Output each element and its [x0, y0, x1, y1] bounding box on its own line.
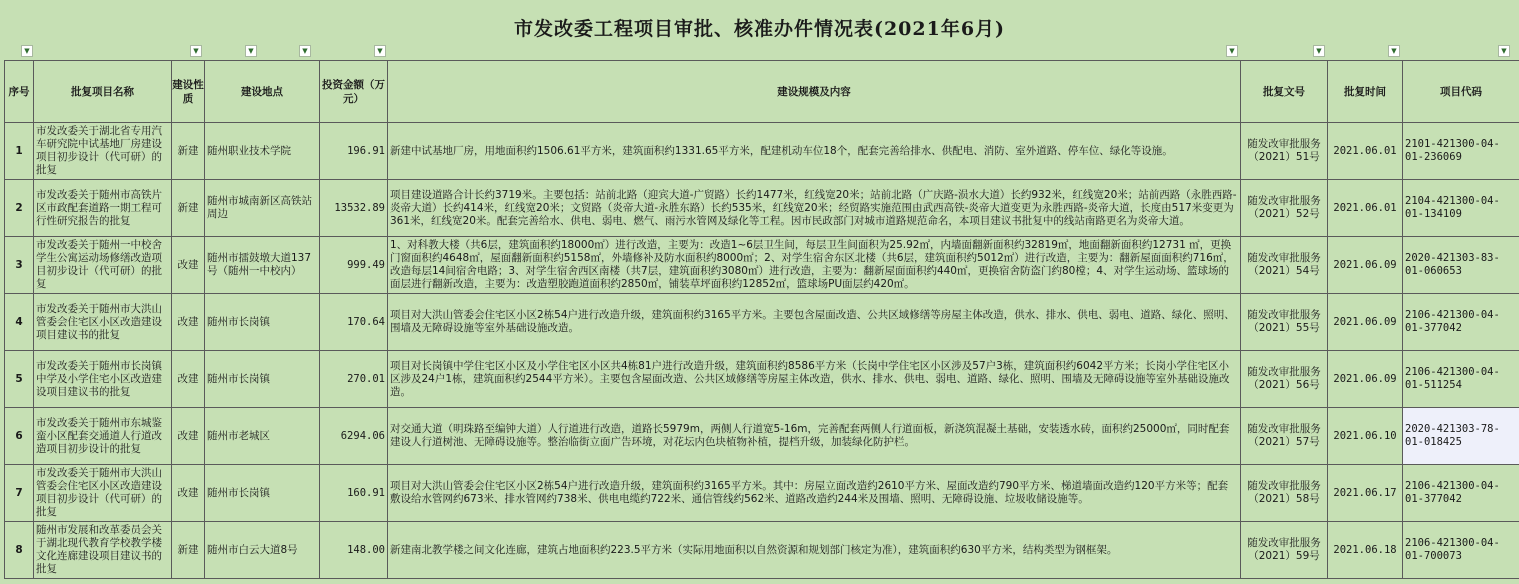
cell-nature-text: 改建 — [177, 258, 199, 271]
header-row — [5, 61, 1519, 123]
cell-amount-text: 6294.06 — [340, 429, 385, 442]
cell-project-name[interactable] — [34, 465, 172, 522]
cell-doc-number-text: 随发改审批服务（2021）54号 — [1247, 252, 1321, 277]
cell-doc-number[interactable] — [1241, 180, 1328, 237]
sheet-title: 市发改委工程项目审批、核准办件情况表(2021年6月) — [513, 17, 1006, 40]
cell-date[interactable] — [1328, 180, 1403, 237]
cell-amount-text: 160.91 — [347, 486, 385, 499]
cell-project-code-text: 2104-421300-04-01-134109 — [1405, 195, 1500, 220]
cell-scope[interactable] — [388, 408, 1241, 465]
cell-project-code-text: 2106-421300-04-01-700073 — [1405, 537, 1500, 562]
cell-nature[interactable] — [172, 123, 205, 180]
cell-no-text: 6 — [15, 429, 23, 442]
cell-no[interactable] — [5, 180, 34, 237]
cell-no[interactable] — [5, 123, 34, 180]
cell-doc-number-text: 随发改审批服务（2021）56号 — [1247, 366, 1321, 391]
cell-location[interactable] — [205, 237, 320, 294]
cell-amount-text: 999.49 — [347, 258, 385, 271]
cell-date[interactable] — [1328, 237, 1403, 294]
cell-scope[interactable] — [388, 351, 1241, 408]
cell-scope-text: 项目建设道路合计长约3719米。主要包括：站前北路（迎宾大道-广贸路）长约1477米，红线宽20米；站前北路（广庆路-涢水大道）长约932米，红线宽20米；站前西路（永胜西路-炎帝大道）长约414米，红线宽20米；文贸路（炎帝大道-永胜东路）长约535米，红线宽20米；经贸路实施范围由武西高铁-炎帝大道变更为永胜西路-炎帝大道，长度由517米变更为361米，红线宽20米。配套完善给水、供电、弱电、燃气、雨污水管网及绿化等工程。因市民政部门对城市道路规范命名，本项目建议书批复中的线站南路更名为炎帝大道。 — [390, 188, 1237, 227]
cell-project-name[interactable] — [34, 351, 172, 408]
cell-scope-text: 1、对科教大楼（共6层，建筑面积约18000㎡）进行改造，主要为：改造1~6层卫生间，每层卫生间面积为25.92㎡，内墙面翻新面积约32819㎡，地面翻新面积约12731 ㎡，更换门窗面积约4648㎡，屋面翻新面积约5158㎡，外墙修补及防水面积约8000㎡；2、对学生宿舍东区北楼（共6层，建筑面积约5012㎡）进行改造，主要为：翻新屋面面积约716㎡，改造每层14间宿舍电路；3、对学生宿舍西区南楼（共7层，建筑面积约3080㎡）进行改造，主要为：翻新屋面面积约440㎡，更换宿舍防盗门约80樘；4、对学生运动场、篮球场的面层进行翻新改造，主要为：改造塑胶跑道面积约2850㎡，铺装草坪面积约12852㎡，篮球场PU面层约420㎡。 — [390, 239, 1234, 290]
cell-amount[interactable] — [320, 123, 388, 180]
cell-project-name-text: 市发改委关于随州市大洪山管委会住宅区小区改造建设项目初步设计（代可研）的批复 — [36, 467, 162, 518]
filter-dropdown-icon[interactable]: ▼ — [374, 45, 386, 57]
cell-location[interactable] — [205, 465, 320, 522]
cell-amount[interactable] — [320, 522, 388, 579]
cell-project-name[interactable] — [34, 522, 172, 579]
cell-doc-number[interactable] — [1241, 294, 1328, 351]
cell-doc-number-text: 随发改审批服务（2021）58号 — [1247, 480, 1321, 505]
header-nature[interactable]: 建设性质 — [172, 61, 205, 123]
cell-no-text: 8 — [15, 543, 23, 556]
cell-location[interactable] — [205, 522, 320, 579]
cell-project-name[interactable] — [34, 123, 172, 180]
cell-location[interactable] — [205, 294, 320, 351]
cell-amount[interactable] — [320, 180, 388, 237]
cell-amount-text: 148.00 — [347, 543, 385, 556]
cell-project-code[interactable] — [1403, 180, 1519, 237]
cell-project-code[interactable] — [1403, 522, 1519, 579]
cell-project-name-text: 随州市发展和改革委员会关于湖北现代教育学校教学楼文化连廊建设项目建议书的批复 — [36, 524, 162, 575]
cell-amount[interactable] — [320, 294, 388, 351]
cell-scope[interactable] — [388, 180, 1241, 237]
cell-project-code-text: 2106-421300-04-01-377042 — [1405, 480, 1500, 505]
cell-location-text: 随州市长岗镇 — [207, 486, 270, 499]
cell-nature-text: 改建 — [177, 429, 199, 442]
cell-project-name[interactable] — [34, 408, 172, 465]
cell-project-code[interactable] — [1403, 465, 1519, 522]
autofilter-row — [0, 44, 1519, 60]
cell-amount-text: 196.91 — [347, 144, 385, 157]
cell-nature[interactable] — [172, 351, 205, 408]
cell-no-text: 2 — [15, 201, 23, 214]
cell-project-code-text: 2106-421300-04-01-377042 — [1405, 309, 1500, 334]
cell-no[interactable] — [5, 351, 34, 408]
cell-scope[interactable] — [388, 294, 1241, 351]
cell-nature-text: 新建 — [177, 144, 199, 157]
header-amount[interactable]: 投资金额（万元） — [320, 61, 388, 123]
cell-location[interactable] — [205, 408, 320, 465]
cell-nature[interactable] — [172, 294, 205, 351]
cell-scope[interactable] — [388, 237, 1241, 294]
filter-dropdown-icon[interactable]: ▼ — [1226, 45, 1238, 57]
cell-amount-text: 13532.89 — [334, 201, 385, 214]
cell-project-name-text: 市发改委关于随州市高铁片区市政配套道路一期工程可行性研究报告的批复 — [36, 188, 162, 227]
cell-location-text: 随州市老城区 — [207, 429, 270, 442]
cell-scope-text: 项目对长岗镇中学住宅区小区及小学住宅区小区共4栋81户进行改造升级，建筑面积约8586平方米（长岗中学住宅区小区涉及57户3栋，建筑面积约6042平方米；长岗小学住宅区小区涉及24户1栋，建筑面积约2544平方米）。主要包含屋面改造、公共区域修缮等房屋主体改造，供水、排水、供电、弱电、道路、绿化、照明、围墙及无障碍设施等室外基础设施改造。 — [390, 359, 1230, 398]
cell-date-text: 2021.06.09 — [1333, 372, 1397, 385]
cell-project-code[interactable] — [1403, 294, 1519, 351]
cell-project-code[interactable] — [1403, 123, 1519, 180]
cell-project-name[interactable] — [34, 237, 172, 294]
table-row — [5, 522, 1519, 579]
filter-dropdown-icon[interactable]: ▼ — [299, 45, 311, 57]
cell-date[interactable] — [1328, 123, 1403, 180]
filter-dropdown-icon[interactable]: ▼ — [1313, 45, 1325, 57]
header-code[interactable]: 项目代码 — [1403, 61, 1519, 123]
cell-project-code[interactable] — [1403, 351, 1519, 408]
cell-doc-number[interactable] — [1241, 123, 1328, 180]
cell-doc-number[interactable] — [1241, 522, 1328, 579]
cell-amount[interactable] — [320, 408, 388, 465]
cell-scope[interactable] — [388, 522, 1241, 579]
cell-no-text: 1 — [15, 144, 23, 157]
cell-date-text: 2021.06.01 — [1333, 201, 1397, 214]
cell-no-text: 5 — [15, 372, 23, 385]
cell-date[interactable] — [1328, 408, 1403, 465]
cell-date-text: 2021.06.17 — [1333, 486, 1397, 499]
cell-date[interactable] — [1328, 522, 1403, 579]
header-date[interactable]: 批复时间 — [1328, 61, 1403, 123]
cell-scope[interactable] — [388, 465, 1241, 522]
approval-table — [4, 60, 1519, 579]
table-row — [5, 294, 1519, 351]
table-row — [5, 237, 1519, 294]
cell-date[interactable] — [1328, 465, 1403, 522]
header-name[interactable]: 批复项目名称 — [34, 61, 172, 123]
cell-doc-number[interactable] — [1241, 351, 1328, 408]
cell-project-name-text: 市发改委关于随州市大洪山管委会住宅区小区改造建设项目建议书的批复 — [36, 302, 162, 341]
cell-scope-text: 新建南北教学楼之间文化连廊，建筑占地面积约223.5平方米（实际用地面积以自然资源和规划部门核定为准），建筑面积约630平方米，结构类型为钢框架。 — [390, 543, 1118, 556]
cell-doc-number-text: 随发改审批服务（2021）51号 — [1247, 138, 1321, 163]
cell-scope-text: 项目对大洪山管委会住宅区小区2栋54户进行改造升级，建筑面积约3165平方米。其中：房屋立面改造约2610平方米、屋面改造约790平方米、梯道墙面改造约120平方米等；配套敷设给水管网约673米、排水管网约738米、供电电缆约722米、通信管线约562米、道路改造约244米及围墙、照明、无障碍设施、垃圾收储设施等。 — [390, 480, 1229, 505]
cell-nature-text: 新建 — [177, 543, 199, 556]
cell-location-text: 随州市长岗镇 — [207, 315, 270, 328]
cell-no-text: 4 — [15, 315, 23, 328]
header-doc[interactable]: 批复文号 — [1241, 61, 1328, 123]
cell-location-text: 随州市长岗镇 — [207, 372, 270, 385]
cell-project-name[interactable] — [34, 180, 172, 237]
cell-location[interactable] — [205, 123, 320, 180]
cell-date-text: 2021.06.09 — [1333, 315, 1397, 328]
cell-amount[interactable] — [320, 237, 388, 294]
cell-project-code-text: 2020-421303-83-01-060653 — [1405, 252, 1500, 277]
cell-doc-number-text: 随发改审批服务（2021）55号 — [1247, 309, 1321, 334]
cell-amount[interactable] — [320, 351, 388, 408]
header-no[interactable]: 序号 — [5, 61, 34, 123]
cell-nature-text: 改建 — [177, 486, 199, 499]
cell-project-code-text: 2020-421303-78-01-018425 — [1405, 423, 1500, 448]
cell-project-name-text: 市发改委关于湖北省专用汽车研究院中试基地厂房建设项目初步设计（代可研）的批复 — [36, 125, 162, 176]
cell-location[interactable] — [205, 351, 320, 408]
cell-location-text: 随州市城南新区高铁站周边 — [207, 195, 312, 220]
header-location[interactable]: 建设地点 — [205, 61, 320, 123]
cell-nature[interactable] — [172, 237, 205, 294]
cell-nature[interactable] — [172, 465, 205, 522]
cell-date-text: 2021.06.18 — [1333, 543, 1397, 556]
cell-project-name[interactable] — [34, 294, 172, 351]
cell-nature-text: 改建 — [177, 372, 199, 385]
cell-date-text: 2021.06.01 — [1333, 144, 1397, 157]
cell-doc-number[interactable] — [1241, 237, 1328, 294]
filter-dropdown-icon[interactable]: ▼ — [1498, 45, 1510, 57]
cell-project-code-text: 2101-421300-04-01-236069 — [1405, 138, 1500, 163]
cell-project-code[interactable] — [1403, 237, 1519, 294]
cell-project-name-text: 市发改委关于随州市东城鉴蛮小区配套交通道人行道改造项目初步设计的批复 — [36, 416, 162, 455]
cell-nature[interactable] — [172, 180, 205, 237]
cell-doc-number-text: 随发改审批服务（2021）57号 — [1247, 423, 1321, 448]
cell-no[interactable] — [5, 408, 34, 465]
filter-dropdown-icon[interactable]: ▼ — [190, 45, 202, 57]
cell-scope[interactable] — [388, 123, 1241, 180]
cell-amount[interactable] — [320, 465, 388, 522]
table-row — [5, 408, 1519, 465]
cell-location[interactable] — [205, 180, 320, 237]
table-row — [5, 180, 1519, 237]
cell-doc-number[interactable] — [1241, 465, 1328, 522]
cell-nature-text: 改建 — [177, 315, 199, 328]
header-scope[interactable]: 建设规模及内容 — [388, 61, 1241, 123]
cell-amount-text: 170.64 — [347, 315, 385, 328]
cell-doc-number-text: 随发改审批服务（2021）52号 — [1247, 195, 1321, 220]
cell-nature[interactable] — [172, 408, 205, 465]
cell-no[interactable] — [5, 294, 34, 351]
cell-scope-text: 项目对大洪山管委会住宅区小区2栋54户进行改造升级，建筑面积约3165平方米。主要包含屋面改造、公共区域修缮等房屋主体改造，供水、排水、供电、弱电、道路、绿化、照明、围墙及无障碍设施等室外基础设施改造。 — [390, 309, 1235, 334]
cell-no[interactable] — [5, 522, 34, 579]
filter-dropdown-icon[interactable]: ▼ — [21, 45, 33, 57]
cell-nature[interactable] — [172, 522, 205, 579]
cell-amount-text: 270.01 — [347, 372, 385, 385]
cell-no[interactable] — [5, 237, 34, 294]
table-row — [5, 123, 1519, 180]
cell-no-text: 7 — [15, 486, 23, 499]
cell-location-text: 随州职业技术学院 — [207, 144, 291, 157]
cell-nature-text: 新建 — [177, 201, 199, 214]
cell-date[interactable] — [1328, 294, 1403, 351]
cell-date-text: 2021.06.09 — [1333, 258, 1397, 271]
table-row — [5, 351, 1519, 408]
cell-project-code-text: 2106-421300-04-01-511254 — [1405, 366, 1500, 391]
cell-scope-text: 对交通大道（明珠路至编钟大道）人行道进行改造，道路长5979m，两侧人行道宽5-16m，完善配套两侧人行道面板，新浇筑混凝土基础，安装透水砖，面积约25000㎡，同时配套建设人行道树池、无障碍设施等。整治临街立面广告环境，对花坛内色块植物补植，提档升级，加装绿化防护栏。 — [390, 423, 1230, 448]
cell-date-text: 2021.06.10 — [1333, 429, 1397, 442]
cell-location-text: 随州市擂鼓墩大道137号（随州一中校内） — [207, 252, 312, 277]
cell-date[interactable] — [1328, 351, 1403, 408]
cell-location-text: 随州市白云大道8号 — [207, 543, 298, 556]
cell-doc-number-text: 随发改审批服务（2021）59号 — [1247, 537, 1321, 562]
cell-doc-number[interactable] — [1241, 408, 1328, 465]
filter-dropdown-icon[interactable]: ▼ — [1388, 45, 1400, 57]
cell-project-code[interactable] — [1403, 408, 1519, 465]
cell-project-name-text: 市发改委关于随州一中校舍学生公寓运动场修缮改造项目初步设计（代可研）的批复 — [36, 239, 162, 290]
table-row — [5, 465, 1519, 522]
cell-no[interactable] — [5, 465, 34, 522]
filter-dropdown-icon[interactable]: ▼ — [245, 45, 257, 57]
cell-no-text: 3 — [15, 258, 23, 271]
cell-project-name-text: 市发改委关于随州市长岗镇中学及小学住宅小区改造建设项目建议书的批复 — [36, 359, 162, 398]
cell-scope-text: 新建中试基地厂房，用地面积约1506.61平方米，建筑面积约1331.65平方米，配建机动车位18个，配套完善给排水、供配电、消防、室外道路、停车位、绿化等设施。 — [390, 144, 1173, 157]
